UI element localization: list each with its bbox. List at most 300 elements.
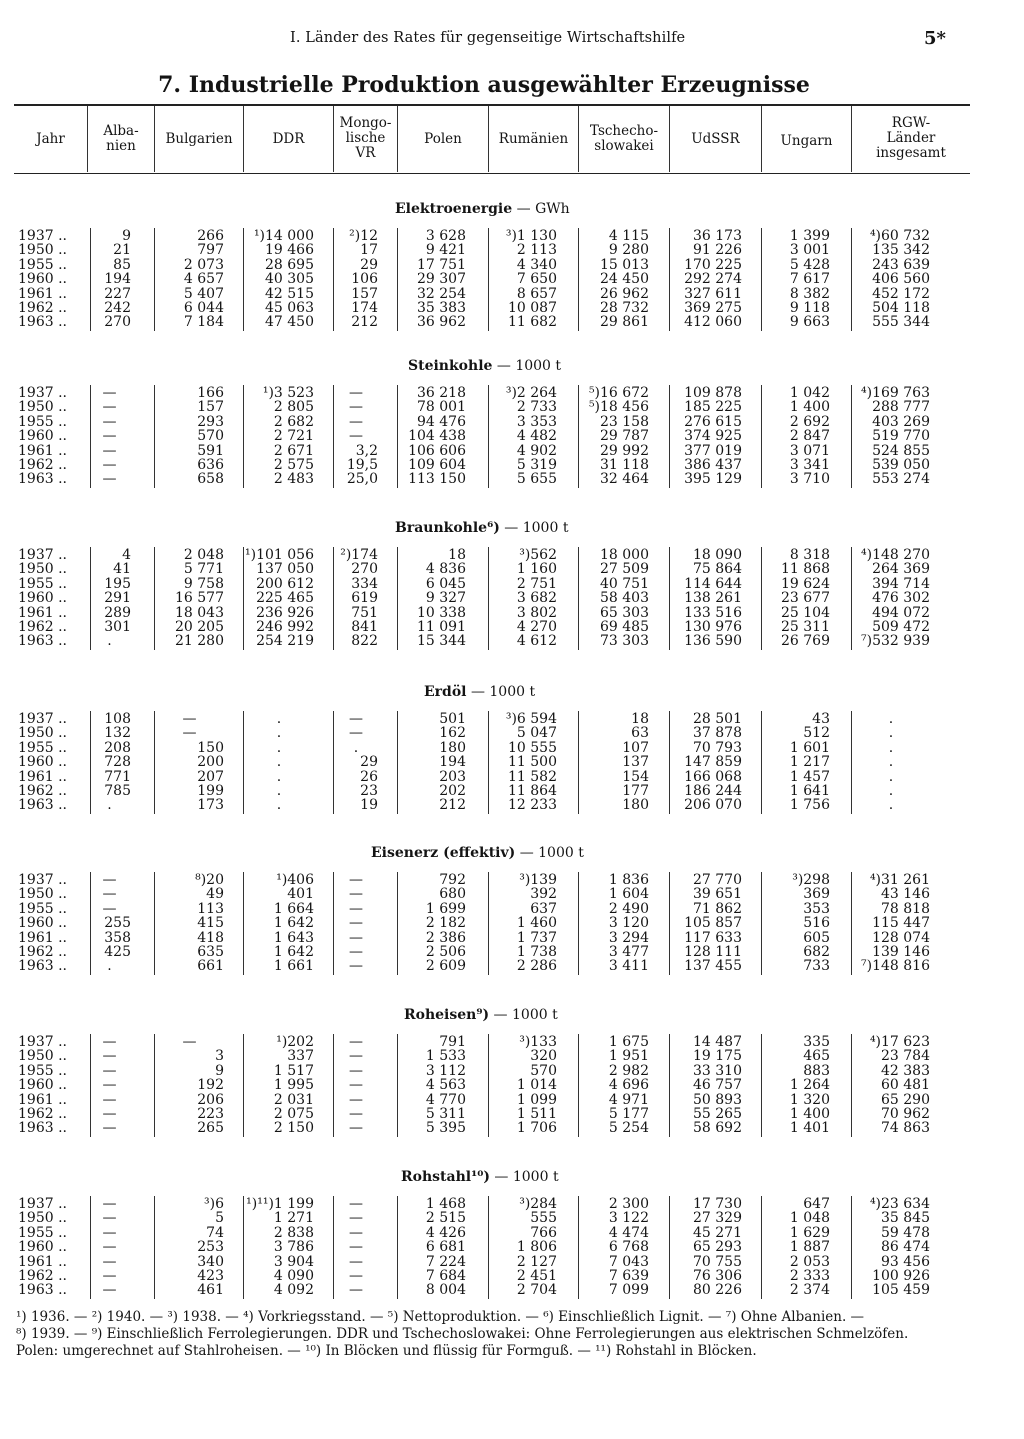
value-cell: 3 xyxy=(215,1048,224,1065)
value-cell: 570 xyxy=(530,1062,557,1079)
value-cell: 8 657 xyxy=(516,285,557,302)
value-cell: 76 306 xyxy=(693,1268,742,1284)
year-cell: 1960 .. xyxy=(18,915,67,932)
value-cell: 4 270 xyxy=(516,619,557,635)
value-cell: — xyxy=(102,1077,117,1094)
colhead-tschecho-line1: Tschecho- xyxy=(589,123,659,139)
value-cell: ¹)¹¹)1 199 xyxy=(246,1196,314,1212)
value-cell: 9 280 xyxy=(608,242,649,259)
value-cell: 3 341 xyxy=(789,457,830,473)
value-cell: 17 751 xyxy=(417,256,466,273)
year-cell: 1961 .. xyxy=(18,1253,67,1270)
value-cell: 1 401 xyxy=(789,1120,830,1137)
value-cell: 2 490 xyxy=(608,900,649,917)
year-cell: 1962 .. xyxy=(18,457,67,473)
value-cell: 60 481 xyxy=(881,1077,930,1094)
value-cell: 4 696 xyxy=(608,1077,649,1094)
year-cell: 1963 .. xyxy=(18,633,67,650)
value-cell: 206 070 xyxy=(684,797,742,814)
value-cell: 1 951 xyxy=(608,1048,649,1065)
value-cell: 539 050 xyxy=(872,457,930,473)
value-cell: . xyxy=(276,725,282,742)
value-cell: ³)6 594 xyxy=(505,711,557,727)
value-cell: — xyxy=(349,958,363,975)
value-cell: 7 650 xyxy=(516,271,557,288)
value-cell: 35 383 xyxy=(417,300,466,316)
value-cell: 5 xyxy=(215,1210,224,1227)
value-cell: 2 515 xyxy=(425,1210,466,1227)
value-cell: 1 664 xyxy=(273,900,314,917)
value-cell: 147 859 xyxy=(684,754,742,771)
value-cell: 29 992 xyxy=(600,442,649,459)
value-cell: 270 xyxy=(351,561,378,578)
value-cell: 392 xyxy=(530,886,557,903)
year-cell: 1963 .. xyxy=(18,1282,67,1299)
value-cell: 46 757 xyxy=(693,1077,742,1094)
value-cell: 254 219 xyxy=(256,633,314,650)
value-cell: 1 675 xyxy=(608,1034,649,1050)
value-cell: 65 290 xyxy=(881,1091,930,1108)
year-cell: 1937 .. xyxy=(18,1196,67,1212)
value-cell: — xyxy=(349,1048,363,1065)
value-cell: 7 043 xyxy=(608,1253,649,1270)
value-cell: 199 xyxy=(197,783,224,799)
value-cell: 27 329 xyxy=(693,1210,742,1227)
value-cell: 39 651 xyxy=(693,886,742,903)
year-cell: 1950 .. xyxy=(18,725,67,742)
year-cell: 1961 .. xyxy=(18,604,67,621)
value-cell: 4 657 xyxy=(183,271,224,288)
value-cell: 9 663 xyxy=(789,314,830,331)
value-cell: 12 233 xyxy=(508,797,557,814)
value-cell: 797 xyxy=(197,242,224,259)
year-cell: 1961 .. xyxy=(18,1091,67,1108)
value-cell: 1 699 xyxy=(425,900,466,917)
running-header: I. Länder des Rates für gegenseitige Wirtschaftshilfe xyxy=(290,30,686,46)
year-cell: 1955 .. xyxy=(18,1062,67,1079)
value-cell: 15 344 xyxy=(417,633,466,650)
colhead-rumaenien xyxy=(489,132,578,147)
value-cell: 11 682 xyxy=(508,314,557,331)
value-cell: 266 xyxy=(197,228,224,244)
value-cell: 7 684 xyxy=(425,1268,466,1284)
value-cell: 107 xyxy=(622,739,649,756)
value-cell: 2 847 xyxy=(789,428,830,445)
value-cell: 680 xyxy=(439,886,466,903)
value-cell: 11 868 xyxy=(781,561,830,578)
value-cell: 353 xyxy=(803,900,830,917)
value-cell: 47 450 xyxy=(265,314,314,331)
section-title xyxy=(404,1007,558,1023)
value-cell: 8 004 xyxy=(425,1282,466,1299)
value-cell: 2 838 xyxy=(273,1224,314,1241)
value-cell: 2 150 xyxy=(273,1120,314,1137)
colhead-ungarn xyxy=(762,134,851,149)
section-name: Eisenerz (effektiv) xyxy=(371,845,516,861)
value-cell: 2 300 xyxy=(608,1196,649,1212)
value-cell: 35 845 xyxy=(881,1210,930,1227)
value-cell: 619 xyxy=(351,590,378,607)
value-cell: 5 395 xyxy=(425,1120,466,1137)
value-cell: 29 861 xyxy=(600,314,649,331)
value-cell: 791 xyxy=(439,1034,466,1050)
colhead-udssr-text: UdSSR xyxy=(691,131,740,147)
section-title xyxy=(395,201,570,217)
value-cell: — xyxy=(102,1120,117,1137)
year-cell: 1955 .. xyxy=(18,413,67,430)
section-unit: — 1000 t xyxy=(489,1169,559,1185)
value-cell: 25,0 xyxy=(346,471,378,488)
year-cell: 1963 .. xyxy=(18,797,67,814)
value-cell: 425 xyxy=(104,944,131,960)
value-cell: 91 226 xyxy=(693,242,742,259)
header-bottom-rule xyxy=(14,173,970,174)
value-cell: 36 962 xyxy=(417,314,466,331)
section-unit: — 1000 t xyxy=(515,845,584,861)
value-cell: ²)12 xyxy=(349,228,378,244)
value-cell: 289 xyxy=(104,604,131,621)
value-cell: 21 280 xyxy=(175,633,224,650)
value-cell: 19 xyxy=(360,797,378,814)
value-cell: 1 604 xyxy=(608,886,649,903)
colhead-rumaenien-text: Rumänien xyxy=(498,131,569,147)
value-cell: 340 xyxy=(197,1253,224,1270)
value-cell: 5 047 xyxy=(516,725,557,742)
value-cell: 59 478 xyxy=(881,1224,930,1241)
value-cell: 33 310 xyxy=(693,1062,742,1079)
value-cell: . xyxy=(888,739,894,756)
value-cell: ³)2 264 xyxy=(505,385,557,401)
value-cell: 37 878 xyxy=(693,725,742,742)
value-cell: 2 575 xyxy=(273,457,314,473)
value-cell: 291 xyxy=(104,590,131,607)
value-cell: 74 863 xyxy=(881,1120,930,1137)
value-cell: 166 xyxy=(197,385,224,401)
value-cell: 2 451 xyxy=(516,1268,557,1284)
value-cell: 1 533 xyxy=(425,1048,466,1065)
value-cell: . xyxy=(276,711,282,727)
value-cell: 5 655 xyxy=(516,471,557,488)
value-cell: 1 836 xyxy=(608,872,649,888)
value-cell: 465 xyxy=(803,1048,830,1065)
value-cell: ³)1 130 xyxy=(505,228,557,244)
value-cell: 5 771 xyxy=(183,561,224,578)
section-title xyxy=(395,520,568,536)
year-cell: 1961 .. xyxy=(18,768,67,785)
value-cell: 771 xyxy=(104,768,131,785)
value-cell: 114 644 xyxy=(684,575,742,592)
value-cell: 36 218 xyxy=(417,385,466,401)
colhead-albanien-line2: nien xyxy=(106,138,136,154)
value-cell: 2 031 xyxy=(273,1091,314,1108)
value-cell: 11 091 xyxy=(417,619,466,635)
value-cell: — xyxy=(349,886,363,903)
value-cell: 212 xyxy=(351,314,378,331)
value-cell: 29 xyxy=(360,754,378,771)
value-cell: 36 173 xyxy=(693,228,742,244)
value-cell: 2 733 xyxy=(516,399,557,416)
value-cell: 70 793 xyxy=(693,739,742,756)
value-cell: 75 864 xyxy=(693,561,742,578)
year-cell: 1961 .. xyxy=(18,285,67,302)
value-cell: 24 450 xyxy=(600,271,649,288)
value-cell: 17 730 xyxy=(693,1196,742,1212)
value-cell: 555 344 xyxy=(872,314,930,331)
value-cell: 10 555 xyxy=(508,739,557,756)
value-cell: 1 320 xyxy=(789,1091,830,1108)
value-cell: 337 xyxy=(287,1048,314,1065)
value-cell: 11 500 xyxy=(508,754,557,771)
year-cell: 1950 .. xyxy=(18,886,67,903)
value-cell: 1 400 xyxy=(789,1106,830,1122)
value-cell: 423 xyxy=(197,1268,224,1284)
value-cell: 80 226 xyxy=(693,1282,742,1299)
value-cell: 28 695 xyxy=(265,256,314,273)
value-cell: 40 751 xyxy=(600,575,649,592)
value-cell: 2 721 xyxy=(273,428,314,445)
value-cell: 4 115 xyxy=(608,228,649,244)
value-cell: 208 xyxy=(104,739,131,756)
value-cell: 105 857 xyxy=(684,915,742,932)
value-cell: 3 477 xyxy=(608,944,649,960)
value-cell: 792 xyxy=(439,872,466,888)
value-cell: 19 624 xyxy=(781,575,830,592)
value-cell: 1 643 xyxy=(273,929,314,946)
value-cell: 173 xyxy=(197,797,224,814)
value-cell: ¹)202 xyxy=(276,1034,314,1050)
value-cell: 11 582 xyxy=(508,768,557,785)
value-cell: 94 476 xyxy=(417,413,466,430)
value-cell: 292 274 xyxy=(684,271,742,288)
year-cell: 1960 .. xyxy=(18,1077,67,1094)
value-cell: — xyxy=(349,1062,363,1079)
year-cell: 1963 .. xyxy=(18,314,67,331)
value-cell: 1 460 xyxy=(516,915,557,932)
value-cell: ⁷)148 816 xyxy=(861,958,930,975)
colhead-udssr xyxy=(670,132,761,147)
year-cell: 1960 .. xyxy=(18,590,67,607)
value-cell: 509 472 xyxy=(872,619,930,635)
colhead-albanien-line1: Alba- xyxy=(103,123,139,139)
value-cell: 26 xyxy=(360,768,378,785)
colhead-jahr xyxy=(14,132,87,147)
colhead-rgw-line2: Länder xyxy=(886,130,936,146)
value-cell: 4 836 xyxy=(425,561,466,578)
value-cell: 4 092 xyxy=(273,1282,314,1299)
value-cell: . xyxy=(353,739,359,756)
value-cell: 10 087 xyxy=(508,300,557,316)
value-cell: 31 118 xyxy=(600,457,649,473)
value-cell: — xyxy=(349,413,363,430)
value-cell: — xyxy=(349,1034,363,1050)
header-top-rule xyxy=(14,104,970,106)
value-cell: — xyxy=(349,944,363,960)
section-unit: — 1000 t xyxy=(492,358,562,374)
section-name: Erdöl xyxy=(424,684,467,700)
value-cell: ⁴)23 634 xyxy=(869,1196,930,1212)
value-cell: — xyxy=(102,1048,117,1065)
value-cell: 8 318 xyxy=(789,547,830,563)
value-cell: 7 617 xyxy=(789,271,830,288)
value-cell: ⁴)17 623 xyxy=(869,1034,930,1050)
value-cell: — xyxy=(349,385,363,401)
value-cell: — xyxy=(102,442,117,459)
value-cell: 2 127 xyxy=(516,1253,557,1270)
value-cell: 253 xyxy=(197,1239,224,1256)
year-cell: 1937 .. xyxy=(18,547,67,563)
footnote-line: ⁸) 1939. — ⁹) Einschließlich Ferrolegierungen. DDR und Tschechoslowakei: Ohne Ferrolegierungen aus elektrischen Schmelzöfen. xyxy=(16,1326,909,1342)
value-cell: 32 254 xyxy=(417,285,466,302)
value-cell: 29 787 xyxy=(600,428,649,445)
value-cell: 1 641 xyxy=(789,783,830,799)
value-cell: 3 112 xyxy=(425,1062,466,1079)
value-cell: ⁸)20 xyxy=(195,872,224,888)
value-cell: ³)139 xyxy=(519,872,557,888)
value-cell: 4 090 xyxy=(273,1268,314,1284)
value-cell: 186 244 xyxy=(684,783,742,799)
value-cell: 185 225 xyxy=(684,399,742,416)
value-cell: 128 074 xyxy=(872,929,930,946)
value-cell: — xyxy=(349,1253,363,1270)
value-cell: 403 269 xyxy=(872,413,930,430)
value-cell: 1 048 xyxy=(789,1210,830,1227)
value-cell: 418 xyxy=(197,929,224,946)
year-cell: 1962 .. xyxy=(18,1268,67,1284)
value-cell: 2 671 xyxy=(273,442,314,459)
value-cell: 135 342 xyxy=(872,242,930,259)
value-cell: 386 437 xyxy=(684,457,742,473)
value-cell: ¹)101 056 xyxy=(245,547,314,563)
value-cell: — xyxy=(349,1120,363,1137)
value-cell: 2 048 xyxy=(183,547,224,563)
value-cell: 766 xyxy=(530,1224,557,1241)
year-cell: 1955 .. xyxy=(18,256,67,273)
value-cell: — xyxy=(102,1062,117,1079)
value-cell: 225 465 xyxy=(256,590,314,607)
value-cell: 335 xyxy=(803,1034,830,1050)
value-cell: 288 777 xyxy=(872,399,930,416)
value-cell: . xyxy=(107,797,112,814)
value-cell: — xyxy=(102,1253,117,1270)
value-cell: 5 254 xyxy=(608,1120,649,1137)
value-cell: — xyxy=(102,385,117,401)
value-cell: 18 xyxy=(631,711,649,727)
value-cell: 106 606 xyxy=(408,442,466,459)
value-cell: 2 286 xyxy=(516,958,557,975)
value-cell: 605 xyxy=(803,929,830,946)
value-cell: 45 063 xyxy=(265,300,314,316)
value-cell: — xyxy=(349,915,363,932)
value-cell: — xyxy=(102,1282,117,1299)
value-cell: — xyxy=(102,1196,117,1212)
value-cell: ³)6 xyxy=(204,1196,224,1212)
value-cell: 85 xyxy=(113,256,131,273)
value-cell: 1 995 xyxy=(273,1077,314,1094)
year-cell: 1960 .. xyxy=(18,271,67,288)
year-cell: 1960 .. xyxy=(18,428,67,445)
value-cell: 137 050 xyxy=(256,561,314,578)
value-cell: 4 482 xyxy=(516,428,557,445)
value-cell: 78 818 xyxy=(881,900,930,917)
value-cell: — xyxy=(102,1210,117,1227)
value-cell: 327 611 xyxy=(684,285,742,302)
value-cell: 1 099 xyxy=(516,1091,557,1108)
value-cell: 2 483 xyxy=(273,471,314,488)
value-cell: 192 xyxy=(197,1077,224,1094)
value-cell: 18 000 xyxy=(600,547,649,563)
value-cell: 1 042 xyxy=(789,385,830,401)
year-cell: 1937 .. xyxy=(18,228,67,244)
value-cell: 180 xyxy=(622,797,649,814)
colhead-rgw-line3: insgesamt xyxy=(876,145,946,161)
value-cell: 2 053 xyxy=(789,1253,830,1270)
value-cell: 10 338 xyxy=(417,604,466,621)
section-title xyxy=(371,845,584,861)
colhead-ddr xyxy=(244,132,333,147)
value-cell: — xyxy=(102,886,117,903)
section-title xyxy=(424,684,535,700)
value-cell: 207 xyxy=(197,768,224,785)
value-cell: 65 293 xyxy=(693,1239,742,1256)
value-cell: 180 xyxy=(439,739,466,756)
value-cell: — xyxy=(102,1034,117,1050)
value-cell: 512 xyxy=(803,725,830,742)
value-cell: 1 468 xyxy=(425,1196,466,1212)
value-cell: 128 111 xyxy=(684,944,742,960)
value-cell: — xyxy=(349,1268,363,1284)
year-cell: 1950 .. xyxy=(18,561,67,578)
value-cell: 177 xyxy=(622,783,649,799)
value-cell: ³)562 xyxy=(519,547,557,563)
value-cell: 3 071 xyxy=(789,442,830,459)
value-cell: 7 099 xyxy=(608,1282,649,1299)
value-cell: 415 xyxy=(197,915,224,932)
value-cell: — xyxy=(349,428,363,445)
value-cell: 27 770 xyxy=(693,872,742,888)
value-cell: 461 xyxy=(197,1282,224,1299)
year-cell: 1962 .. xyxy=(18,944,67,960)
year-cell: 1962 .. xyxy=(18,619,67,635)
value-cell: 25 104 xyxy=(781,604,830,621)
value-cell: — xyxy=(102,900,117,917)
value-cell: 202 xyxy=(439,783,466,799)
value-cell: . xyxy=(276,754,282,771)
year-cell: 1950 .. xyxy=(18,399,67,416)
value-cell: 374 925 xyxy=(684,428,742,445)
value-cell: 40 305 xyxy=(265,271,314,288)
value-cell: 270 xyxy=(104,314,131,331)
value-cell: ³)133 xyxy=(519,1034,557,1050)
value-cell: 4 426 xyxy=(425,1224,466,1241)
value-cell: 7 184 xyxy=(183,314,224,331)
value-cell: . xyxy=(888,768,894,785)
colhead-bulgarien-text: Bulgarien xyxy=(165,131,233,147)
value-cell: 137 xyxy=(622,754,649,771)
value-cell: 9 xyxy=(122,228,131,244)
value-cell: 3 786 xyxy=(273,1239,314,1256)
colhead-bulgarien xyxy=(155,132,243,147)
value-cell: — xyxy=(349,1077,363,1094)
value-cell: ⁵)16 672 xyxy=(588,385,649,401)
value-cell: 494 072 xyxy=(872,604,930,621)
value-cell: 255 xyxy=(104,915,131,932)
value-cell: ³)284 xyxy=(519,1196,557,1212)
value-cell: 242 xyxy=(104,300,131,316)
value-cell: 70 962 xyxy=(881,1106,930,1122)
value-cell: 58 403 xyxy=(600,590,649,607)
value-cell: — xyxy=(349,1106,363,1122)
value-cell: — xyxy=(102,428,117,445)
